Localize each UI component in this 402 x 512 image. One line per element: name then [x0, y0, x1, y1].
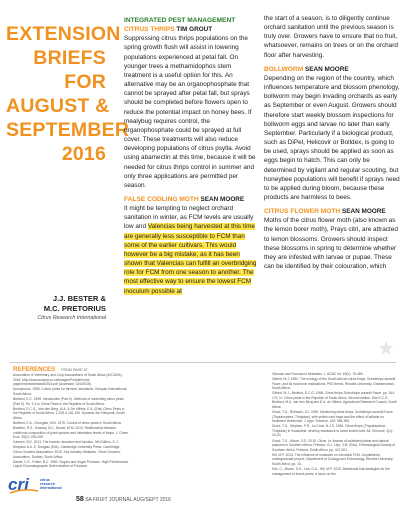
author-line: J.J. BESTER & — [52, 294, 106, 303]
cfm-heading-line — [264, 207, 400, 216]
references-heading-line — [13, 368, 129, 373]
reference-item: Daniel, C.E., Potter, B.C. 1980. Sugars and Sugar Products: High Performance Liquid Chromatographic Determination of Fructose. — [13, 459, 129, 469]
fcm-body-highlighted: Valencias being harvested at this time are generally less susceptible to FCM than some of the earlier cultivars. This would however be a big mistake, as it has been shown that Valencias can fulfill an overbridging role for FCM from one season to another. The most effective way to ensure the lowest FCM inoculum possible at — [124, 223, 257, 295]
page-footer — [76, 496, 171, 503]
fcm-body — [124, 204, 260, 296]
thrips-heading-line — [124, 25, 260, 34]
reference-item: Grout, T.G., Stephen, P.R., La Croix, N.J.S. 1996. Citrus thrips (Thysanoptera: Thripidae) in Swaziland: develop resistance to tartar emetic bait. Afr. Entomol. 4(1): 15-20. — [272, 424, 393, 438]
watermark-icon — [378, 340, 394, 356]
logo-line: international — [40, 486, 62, 490]
reference-item: Bowden, R.S., Swezey, M.J., Bower, M.M. 2013. Relationship between nutritional composition of plant species and infestation levels of thrips. J. Chem. Ecol. 39(2): 259-269. — [13, 426, 130, 440]
reference-item: Association of Veterinary and Crop Associations of South Africa (AVCASA). 2016. http://www.avcasa.co.za/images/Portals/home-page/Insecticidesdraft2016.pdf (Accessed 13/4/2015). — [13, 373, 123, 387]
cfm-heading: CITRUS FLOWER MOTH — [264, 208, 341, 216]
bollworm-body: Depending on the region of the country, which influences temperature and blossom phenology, bollworm may begin invading orchards as early as September or even August. Growers should therefore start weekly blossom inspections for bollworm eggs and larvae no later than early September. Particularly if a biological product, such as DiPel, Helicovir or Bolldex, is going to be used, sprays should be applied as soon as eggs begin to hatch. This can only be determined by vigilant and regular scouting, but honeybee populations will benefit if sprays need to be applied during bloom, because these products are harmless to bees. — [264, 74, 400, 201]
section-heading: INTEGRATED PEST MANAGEMENT — [124, 17, 236, 24]
title-line: BRIEFS — [33, 47, 106, 69]
authors — [6, 294, 106, 314]
publication-name: SA FRUIT JOURNAL AUG/SEPT 2016 — [85, 497, 171, 503]
institute: Citrus Research International — [37, 315, 106, 321]
svg-text:cri: cri — [8, 475, 29, 494]
reference-item: Kirk, C., Moore, S.D., Lee, G.A., Hill, M.P. 2015. Biorational bait strategies for the management of insect pests: a focus on the — [272, 467, 390, 476]
fcm-continued: the start of a season, is to diligently continue orchard sanitation until the previous season is truly over. Growers have to ensure that no fruit, whatsoever, remains on trees or on the orchard floor after harvesting. — [264, 15, 398, 59]
fcm-heading-line — [124, 195, 260, 204]
article-column-right — [264, 14, 400, 271]
references-column-2 — [272, 372, 398, 477]
reference-item: Hill, M.P. 2013. The influence of molasses on microbial FCM. Unpublished undergraduate project. Department of Zoology and Entomology, Rhodes University, South Africa, pp. 34. — [272, 452, 394, 466]
reference-item: Carmen, B.E. 2013. The insects: structure and function. 5th Edition. S. J. Simpson & A. E. Douglas (Eds). Cambridge University Press, Cambridge. — [13, 440, 121, 449]
reference-item: Gilbert, M.J. 1992. The ecology of the South African citrus thrips, Scirtothrips aurantii Faure, and its economic implications. PhD thesis, Rhodes University, Grahamstown, South Africa. — [272, 377, 396, 391]
reference-item: Bedford, E.C. 1998. Introduction (Part II). Methods of controlling citrus pests (Part II). Pp. 3-4 in Citrus Pests in the Republic of South Africa. — [13, 397, 124, 406]
page-title — [6, 22, 130, 166]
author-line: M.C. PRETORIUS — [43, 304, 106, 313]
references-heading: REFERENCES — [13, 366, 56, 373]
fcm-author: SEAN MOORE — [200, 195, 245, 203]
thrips-heading: CITRUS THRIPS — [124, 26, 175, 34]
cfm-body: Moths of the citrus flower moth (also known as the lemon borer moth), Prays citri, are attracted to lemon blossoms. Growers should inspect these blossoms in spring to determine whether they are infested with larvae or pupae. These can be identified by their colouration, which — [264, 217, 398, 271]
reference-item: Anonymous. 1995. Colour prints for farmers' standards. Outspan International, South Africa. — [13, 387, 128, 396]
references-column-1 — [13, 368, 129, 469]
title-line: AUGUST & — [6, 95, 110, 117]
logo-text — [40, 478, 62, 490]
bollworm-heading-line — [264, 65, 400, 74]
logo-line: research — [40, 482, 55, 486]
article-column-left — [124, 16, 260, 296]
cfm-author: SEAN MOORE — [341, 208, 386, 216]
reference-item: Gilbert, M.J., Bedford, E.C.G. 1998. Citrus thrips Scirtothrips aurantii Faure. pp. 164-170. In: Citrus pests in the Republic of South Africa. Second edition. Eds E.C.G. Bedford, M.A. van den Berg and E.A. de Villiers. Agricultural Research Council, South Africa. — [272, 391, 397, 410]
fcm-heading: FALSE CODLING MOTH — [124, 195, 199, 203]
reference-item: Bedford, E.A., Georgala, M.B. 1978. Control of citrus pests in South Africa. — [13, 420, 122, 425]
reference-item: Grout, T.G., Richards, G.I. 1990. Monitoring citrus thrips, Scirtothrips aurantii Faure (Thysanoptera, Thripidae), with yellow card traps and the effect of latitude on treatment thresholds. J. Appl. Entomol. 109: 385-389. — [272, 410, 393, 424]
bollworm-author: SEAN MOORE — [304, 65, 349, 73]
bollworm-heading: BOLLWORM — [264, 65, 304, 73]
title-line: 2016 — [61, 143, 106, 165]
logo-line: citrus — [40, 478, 50, 482]
reference-item: Bedford, E.C.G., Van den Berg, M.A. & De Villiers, E.A. (Eds) Citrus Pests in the Republic of South Africa. 1-228 & 182-190. Dynamic Ad: Nelspruit, South Africa. — [13, 406, 125, 420]
reference-item: Citrus Growers Association. 2015. Key Industry Statistics. Citrus Growers' Association, Durban, South Africa. — [13, 450, 121, 459]
title-line: EXTENSION — [6, 23, 121, 45]
divider — [10, 362, 396, 363]
references-from-page: FROM PAGE 57 — [61, 368, 88, 372]
thrips-author: TIM GROUT — [176, 26, 213, 34]
title-line: SEPTEMBER — [6, 119, 130, 141]
fcm-body-plain: It might be tempting to neglect orchard sanitation in winter, as FCM levels are usually low and — [124, 205, 254, 231]
reference-item: Grout, T.G., Moore, S.D. 2015. Citrus. In: Insects of cultivated plants and natural pastures in Southern Africa. Prinsloo, G.L. Uys, V.M. (Eds). Entomological Society of Southern Africa, Pretoria, South Africa. pp. 447-501. — [272, 438, 396, 452]
page-number: 58 — [76, 496, 84, 503]
thrips-body: Suppressing citrus thrips populations on the spring growth flush will assist in lowering populations experienced at petal fall. On younger trees a methamidophos stem treatment is a useful option for this. An alternative may be an organophosphate that cannot be sprayed after petal fall, but sprays should be completed before flowers open to reduce the potential impact on honey bees. If mealybug requires control, the organophosphate could be sprayed at full cover. These treatments will also reduce developing populations of citrus psylla. Avoid using abamectin at this time, because it will be needed for citrus thrips control in summer and only three applications are permitted per season. — [124, 35, 256, 189]
title-line: FOR — [64, 71, 106, 93]
reference-item: Glucose and Sucrose in Molasses. J. AOAC Int. 63(2): 76-480. — [272, 372, 364, 376]
